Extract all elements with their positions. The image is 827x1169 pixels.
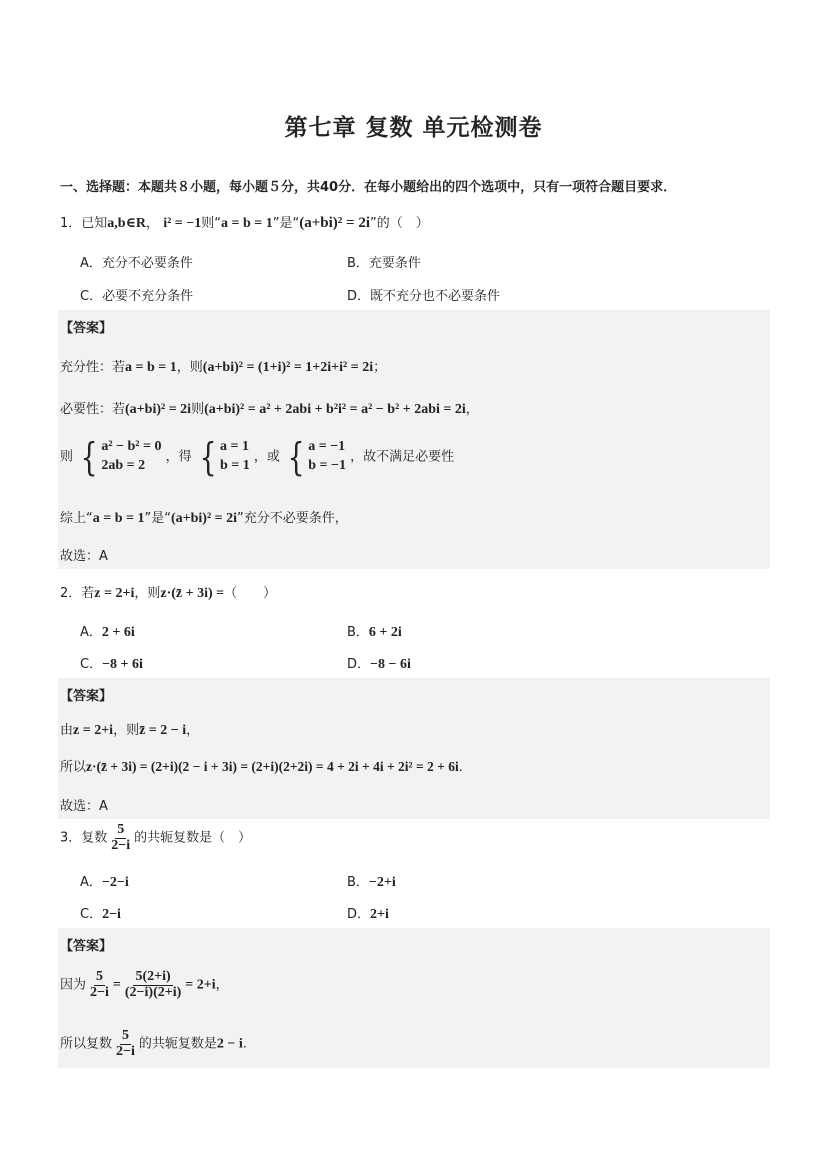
q1-sol-l4-text3: ”充分不必要条件， xyxy=(237,511,348,526)
q1-answer-label: 【答案】 xyxy=(60,321,113,336)
q1-option-d[interactable]: D．既不充分也不必要条件 xyxy=(347,289,501,304)
q1-sol-l2-math2: (a+bi)² = a² + 2abi + b²i² = a² − b² + 2abi = 2i xyxy=(204,402,466,417)
q3-option-d[interactable] xyxy=(347,903,389,923)
q3-option-d-value: 2+i xyxy=(370,907,389,922)
q1-sol-l1-text3: ； xyxy=(373,360,387,375)
q1-solution-line-3 xyxy=(60,435,455,479)
q2-option-d-value: −8 − 6i xyxy=(370,657,411,672)
q2-solution-line-1 xyxy=(60,719,199,739)
q2-sol-l2-text2: . xyxy=(458,760,463,775)
q3-option-a-value: −2−i xyxy=(101,875,129,890)
q2-option-a[interactable] xyxy=(80,621,135,641)
q3-sol-fraction-1-numerator: 5 xyxy=(95,969,103,984)
q1-prefix: 1．已知 xyxy=(60,216,108,231)
q2-sol-l1-text1: 由 xyxy=(60,723,74,738)
section-heading: 一、选择题：本题共８小题，每小题５分，共40分．在每小题给出的四个选项中，只有一项符合题目要求． xyxy=(60,180,677,195)
q1-option-a[interactable]: A．充分不必要条件 xyxy=(80,256,193,271)
q2-sol-l1-math1: z = 2+i xyxy=(73,723,114,738)
q2-sol-l1-math2: z̄ = 2 − i xyxy=(139,723,187,738)
q3-sol-fraction-1-denominator: 2−i xyxy=(90,984,109,1000)
page-title: 第七章 复数 单元检测卷 xyxy=(284,115,543,141)
q1-text2: ”是“ xyxy=(272,216,300,231)
q3-option-c[interactable] xyxy=(80,903,121,923)
q1-cond3: a = b = 1 xyxy=(221,216,273,231)
q3-sol-l2-text3: . xyxy=(242,1036,247,1052)
q2-option-a-value: 2 + 6i xyxy=(101,625,135,640)
q3-option-c-value: 2−i xyxy=(102,907,121,922)
q3-fraction-numerator: 5 xyxy=(117,822,125,837)
q2-option-b-label: B． xyxy=(347,625,369,640)
q3-sol-l2-math: 2 − i xyxy=(216,1036,243,1052)
q3-sol-fraction-3-numerator: 5 xyxy=(121,1028,129,1043)
q1-system-2: { a = 1 b = 1 xyxy=(199,435,250,479)
q2-option-d[interactable] xyxy=(347,653,411,673)
q1-sep: ， xyxy=(146,216,160,231)
q1-system-1: { a² − b² = 0 2ab = 2 xyxy=(80,435,162,479)
q1-sol-l3-text1: 则 xyxy=(60,449,74,465)
q1-solution-line-4 xyxy=(60,507,348,527)
q2-option-c[interactable] xyxy=(80,653,143,673)
q3-prefix: 3．复数 xyxy=(60,830,108,846)
q2-solution-line-2 xyxy=(60,756,463,775)
q3-fraction xyxy=(109,823,132,853)
q1-sol-l4-text2: ”是“ xyxy=(144,511,171,526)
question-1 xyxy=(60,212,429,232)
q2-solution-line-3: 故选：A xyxy=(60,799,108,814)
q2-sol-l2-math1: z·(z̄ + 3i) = (2+i)(2 − i + 3i) = (2+i)(2+2i) = 4 + 2i + 4i + 2i² = 2 + 6i xyxy=(86,759,459,774)
q1-sol-l1-text: 充分性：若 xyxy=(60,360,126,375)
q1-cond2: i² = −1 xyxy=(163,216,202,231)
q3-fraction-denominator: 2−i xyxy=(111,837,131,853)
q1-sol-l4-math1: a = b = 1 xyxy=(92,511,145,526)
q3-sol-result: = 2+i xyxy=(185,977,216,993)
q1-system-3-row-2: b = −1 xyxy=(308,458,346,473)
q1-solution-line-5: 故选：A xyxy=(60,549,108,564)
q3-solution-line-1 xyxy=(60,970,229,1000)
q3-option-c-label: C． xyxy=(80,907,103,922)
q1-text3: ”的（ ） xyxy=(370,216,429,231)
q1-system-1-row-2: 2ab = 2 xyxy=(101,458,146,473)
q1-sol-l2-text: 必要性：若 xyxy=(60,402,126,417)
q1-option-b[interactable]: B．充要条件 xyxy=(347,256,421,271)
q3-sol-l1-text2: ， xyxy=(215,977,229,993)
q2-text1: ，则 xyxy=(134,586,161,601)
q1-sol-l2-math1: (a+bi)² = 2i xyxy=(125,402,192,417)
q2-sol-l1-text3: ， xyxy=(186,723,200,738)
q3-sol-equals: = xyxy=(112,977,121,993)
q1-sol-l4-text1: 综上“ xyxy=(60,511,93,526)
q2-option-d-label: D． xyxy=(347,657,371,672)
question-2 xyxy=(60,582,276,602)
q3-sol-fraction-3 xyxy=(114,1029,137,1059)
q1-sol-l1-math1: a = b = 1 xyxy=(125,360,177,375)
q2-math2: z·(z̄ + 3i) = xyxy=(160,586,225,601)
q1-system-2-row-1: a = 1 xyxy=(219,439,249,455)
q2-prefix: 2．若 xyxy=(60,586,95,601)
q2-answer-box xyxy=(58,678,770,819)
q3-sol-fraction-3-denominator: 2−i xyxy=(116,1043,135,1059)
q2-sol-l1-text2: ，则 xyxy=(113,723,140,738)
q1-option-c[interactable]: C．必要不充分条件 xyxy=(80,289,194,304)
q3-option-a[interactable] xyxy=(80,871,129,891)
q3-option-d-label: D． xyxy=(347,907,371,922)
q1-cond1: a,b∈R xyxy=(107,216,147,231)
q1-solution-line-2 xyxy=(60,398,479,418)
q1-sol-l2-text3: ， xyxy=(465,402,479,417)
q1-sol-l3-text2: ，得 xyxy=(165,449,192,465)
q1-system-2-row-2: b = 1 xyxy=(219,458,250,473)
q3-sol-fraction-2 xyxy=(123,970,183,1000)
q2-answer-label: 【答案】 xyxy=(60,689,113,704)
q3-sol-l1-text1: 因为 xyxy=(60,977,87,993)
q2-option-b-value: 6 + 2i xyxy=(368,625,402,640)
q1-solution-line-1 xyxy=(60,356,386,376)
q1-system-3-row-1: a = −1 xyxy=(308,439,346,455)
q3-sol-l2-text1: 所以复数 xyxy=(60,1036,113,1052)
q2-option-a-label: A． xyxy=(80,625,102,640)
q1-system-3: { a = −1 b = −1 xyxy=(287,435,346,479)
q3-sol-fraction-1 xyxy=(88,970,111,1000)
q2-option-c-value: −8 + 6i xyxy=(102,657,143,672)
q3-option-a-label: A． xyxy=(80,875,102,890)
q1-sol-l1-text2: ，则 xyxy=(176,360,203,375)
q3-sol-fraction-2-denominator: (2−i)(2+i) xyxy=(124,984,182,1000)
q3-solution-line-2 xyxy=(60,1029,247,1059)
q3-option-b[interactable] xyxy=(347,871,396,891)
q3-option-b-value: −2+i xyxy=(368,875,396,890)
q1-sol-l3-text3: ，或 xyxy=(253,449,280,465)
q1-sol-l2-text2: 则 xyxy=(191,402,205,417)
q1-sol-l3-text4: ，故不满足必要性 xyxy=(350,449,455,465)
q3-sol-l2-text2: 的共轭复数是 xyxy=(138,1036,217,1052)
q3-answer-label: 【答案】 xyxy=(60,939,113,954)
q1-sol-l4-math2: (a+bi)² = 2i xyxy=(170,511,238,526)
question-3 xyxy=(60,823,251,853)
q3-option-b-label: B． xyxy=(347,875,369,890)
q1-system-1-row-1: a² − b² = 0 xyxy=(101,439,162,455)
q2-sol-l2-text1: 所以 xyxy=(60,760,87,775)
q2-text2: （ ） xyxy=(224,586,277,601)
q1-text1: 则“ xyxy=(201,216,221,231)
q3-text1: 的共轭复数是（ ） xyxy=(134,830,252,846)
q3-sol-fraction-2-numerator: 5(2+i) xyxy=(135,969,171,984)
q1-cond4: (a+bi)² = 2i xyxy=(299,215,370,231)
q2-option-b[interactable] xyxy=(347,621,402,641)
q1-sol-l1-math2: (a+bi)² = (1+i)² = 1+2i+i² = 2i xyxy=(202,360,374,375)
q2-option-c-label: C． xyxy=(80,657,103,672)
q2-math1: z = 2+i xyxy=(94,586,135,601)
